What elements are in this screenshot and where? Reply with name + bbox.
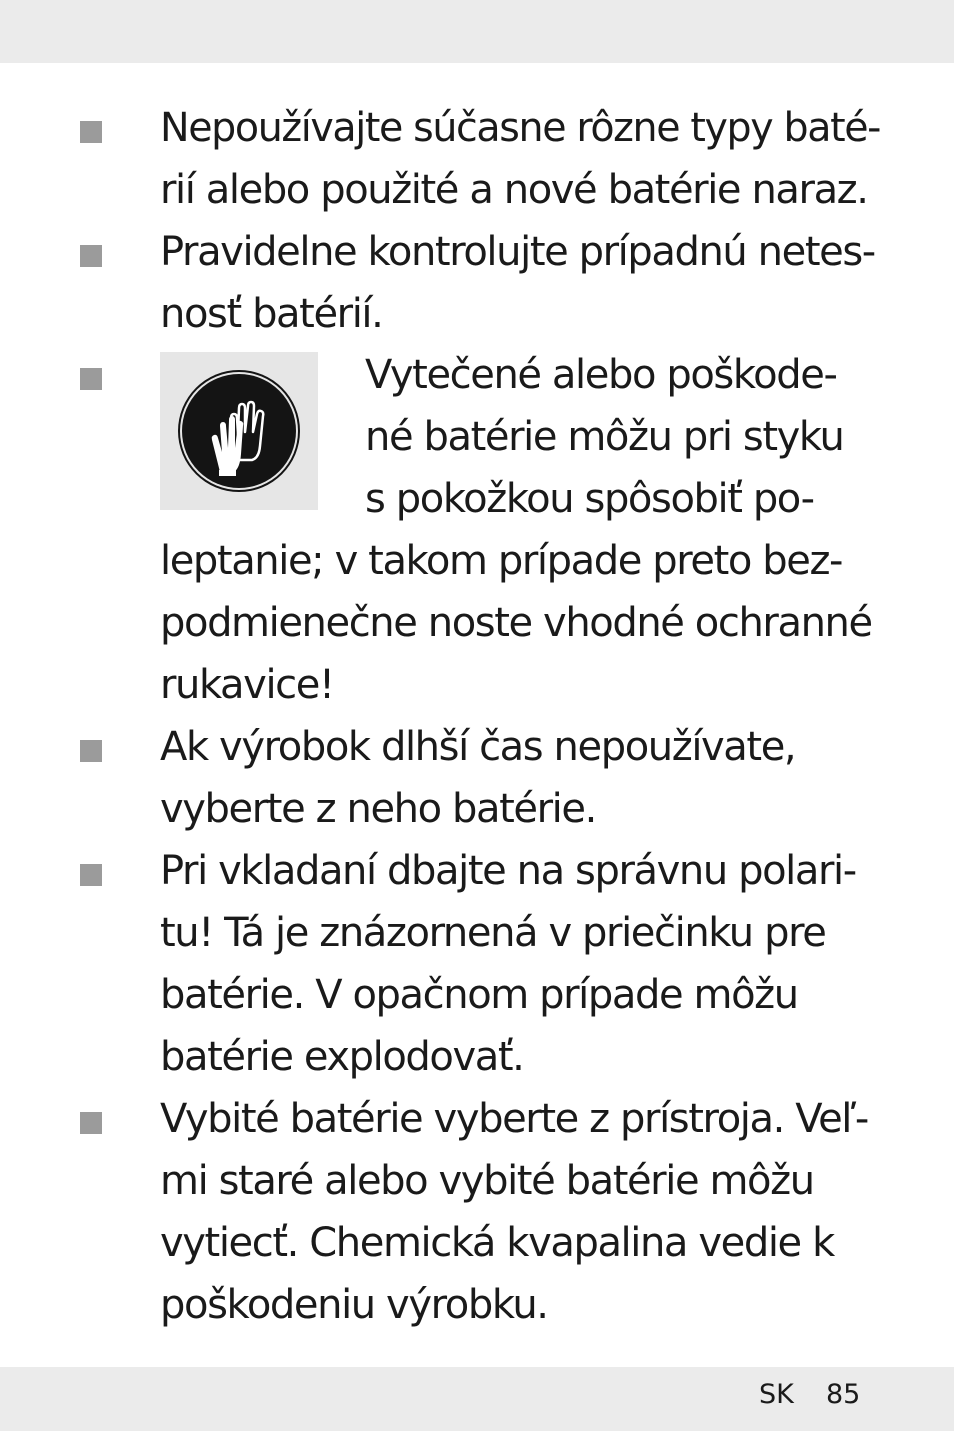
- item-5-line-4: batérie explodovať.: [160, 1034, 524, 1080]
- bullet-marker: [80, 368, 102, 390]
- item-1-line-1: Nepoužívajte súčasne rôzne typy baté-: [160, 105, 881, 151]
- item-3-line-2: né batérie môžu pri styku: [365, 414, 844, 460]
- item-2-line-2: nosť batérií.: [160, 291, 383, 337]
- item-5-line-3: batérie. V opačnom prípade môžu: [160, 972, 798, 1018]
- item-3-line-5: podmienečne noste vhodné ochranné: [160, 600, 872, 646]
- item-4-line-1: Ak výrobok dlhší čas nepoužívate,: [160, 724, 796, 770]
- bullet-marker: [80, 740, 102, 762]
- warning-icon-box: [160, 352, 318, 510]
- item-6-line-1: Vybité batérie vyberte z prístroja. Veľ-: [160, 1096, 868, 1142]
- protective-gloves-icon: [182, 374, 296, 488]
- item-1-line-2: rií alebo použité a nové batérie naraz.: [160, 167, 868, 213]
- item-6-line-3: vytiecť. Chemická kvapalina vedie k: [160, 1220, 834, 1266]
- item-5-line-2: tu! Tá je znázornená v priečinku pre: [160, 910, 826, 956]
- item-5-line-1: Pri vkladaní dbajte na správnu polari-: [160, 848, 856, 894]
- bullet-marker: [80, 245, 102, 267]
- footer-page-number: 85: [826, 1379, 861, 1410]
- item-6-line-2: mi staré alebo vybité batérie môžu: [160, 1158, 814, 1204]
- item-2-line-1: Pravidelne kontrolujte prípadnú netes-: [160, 229, 875, 275]
- item-4-line-2: vyberte z neho batérie.: [160, 786, 596, 832]
- item-3-line-6: rukavice!: [160, 662, 334, 708]
- bullet-marker: [80, 121, 102, 143]
- footer-band: [0, 1367, 954, 1431]
- bullet-marker: [80, 864, 102, 886]
- item-6-line-4: poškodeniu výrobku.: [160, 1282, 548, 1328]
- bullet-marker: [80, 1112, 102, 1134]
- item-3-line-3: s pokožkou spôsobiť po-: [365, 476, 814, 522]
- item-3-line-4: leptanie; v takom prípade preto bez-: [160, 538, 843, 584]
- footer-language-code: SK: [759, 1379, 794, 1410]
- item-3-line-1: Vytečené alebo poškode-: [365, 352, 837, 398]
